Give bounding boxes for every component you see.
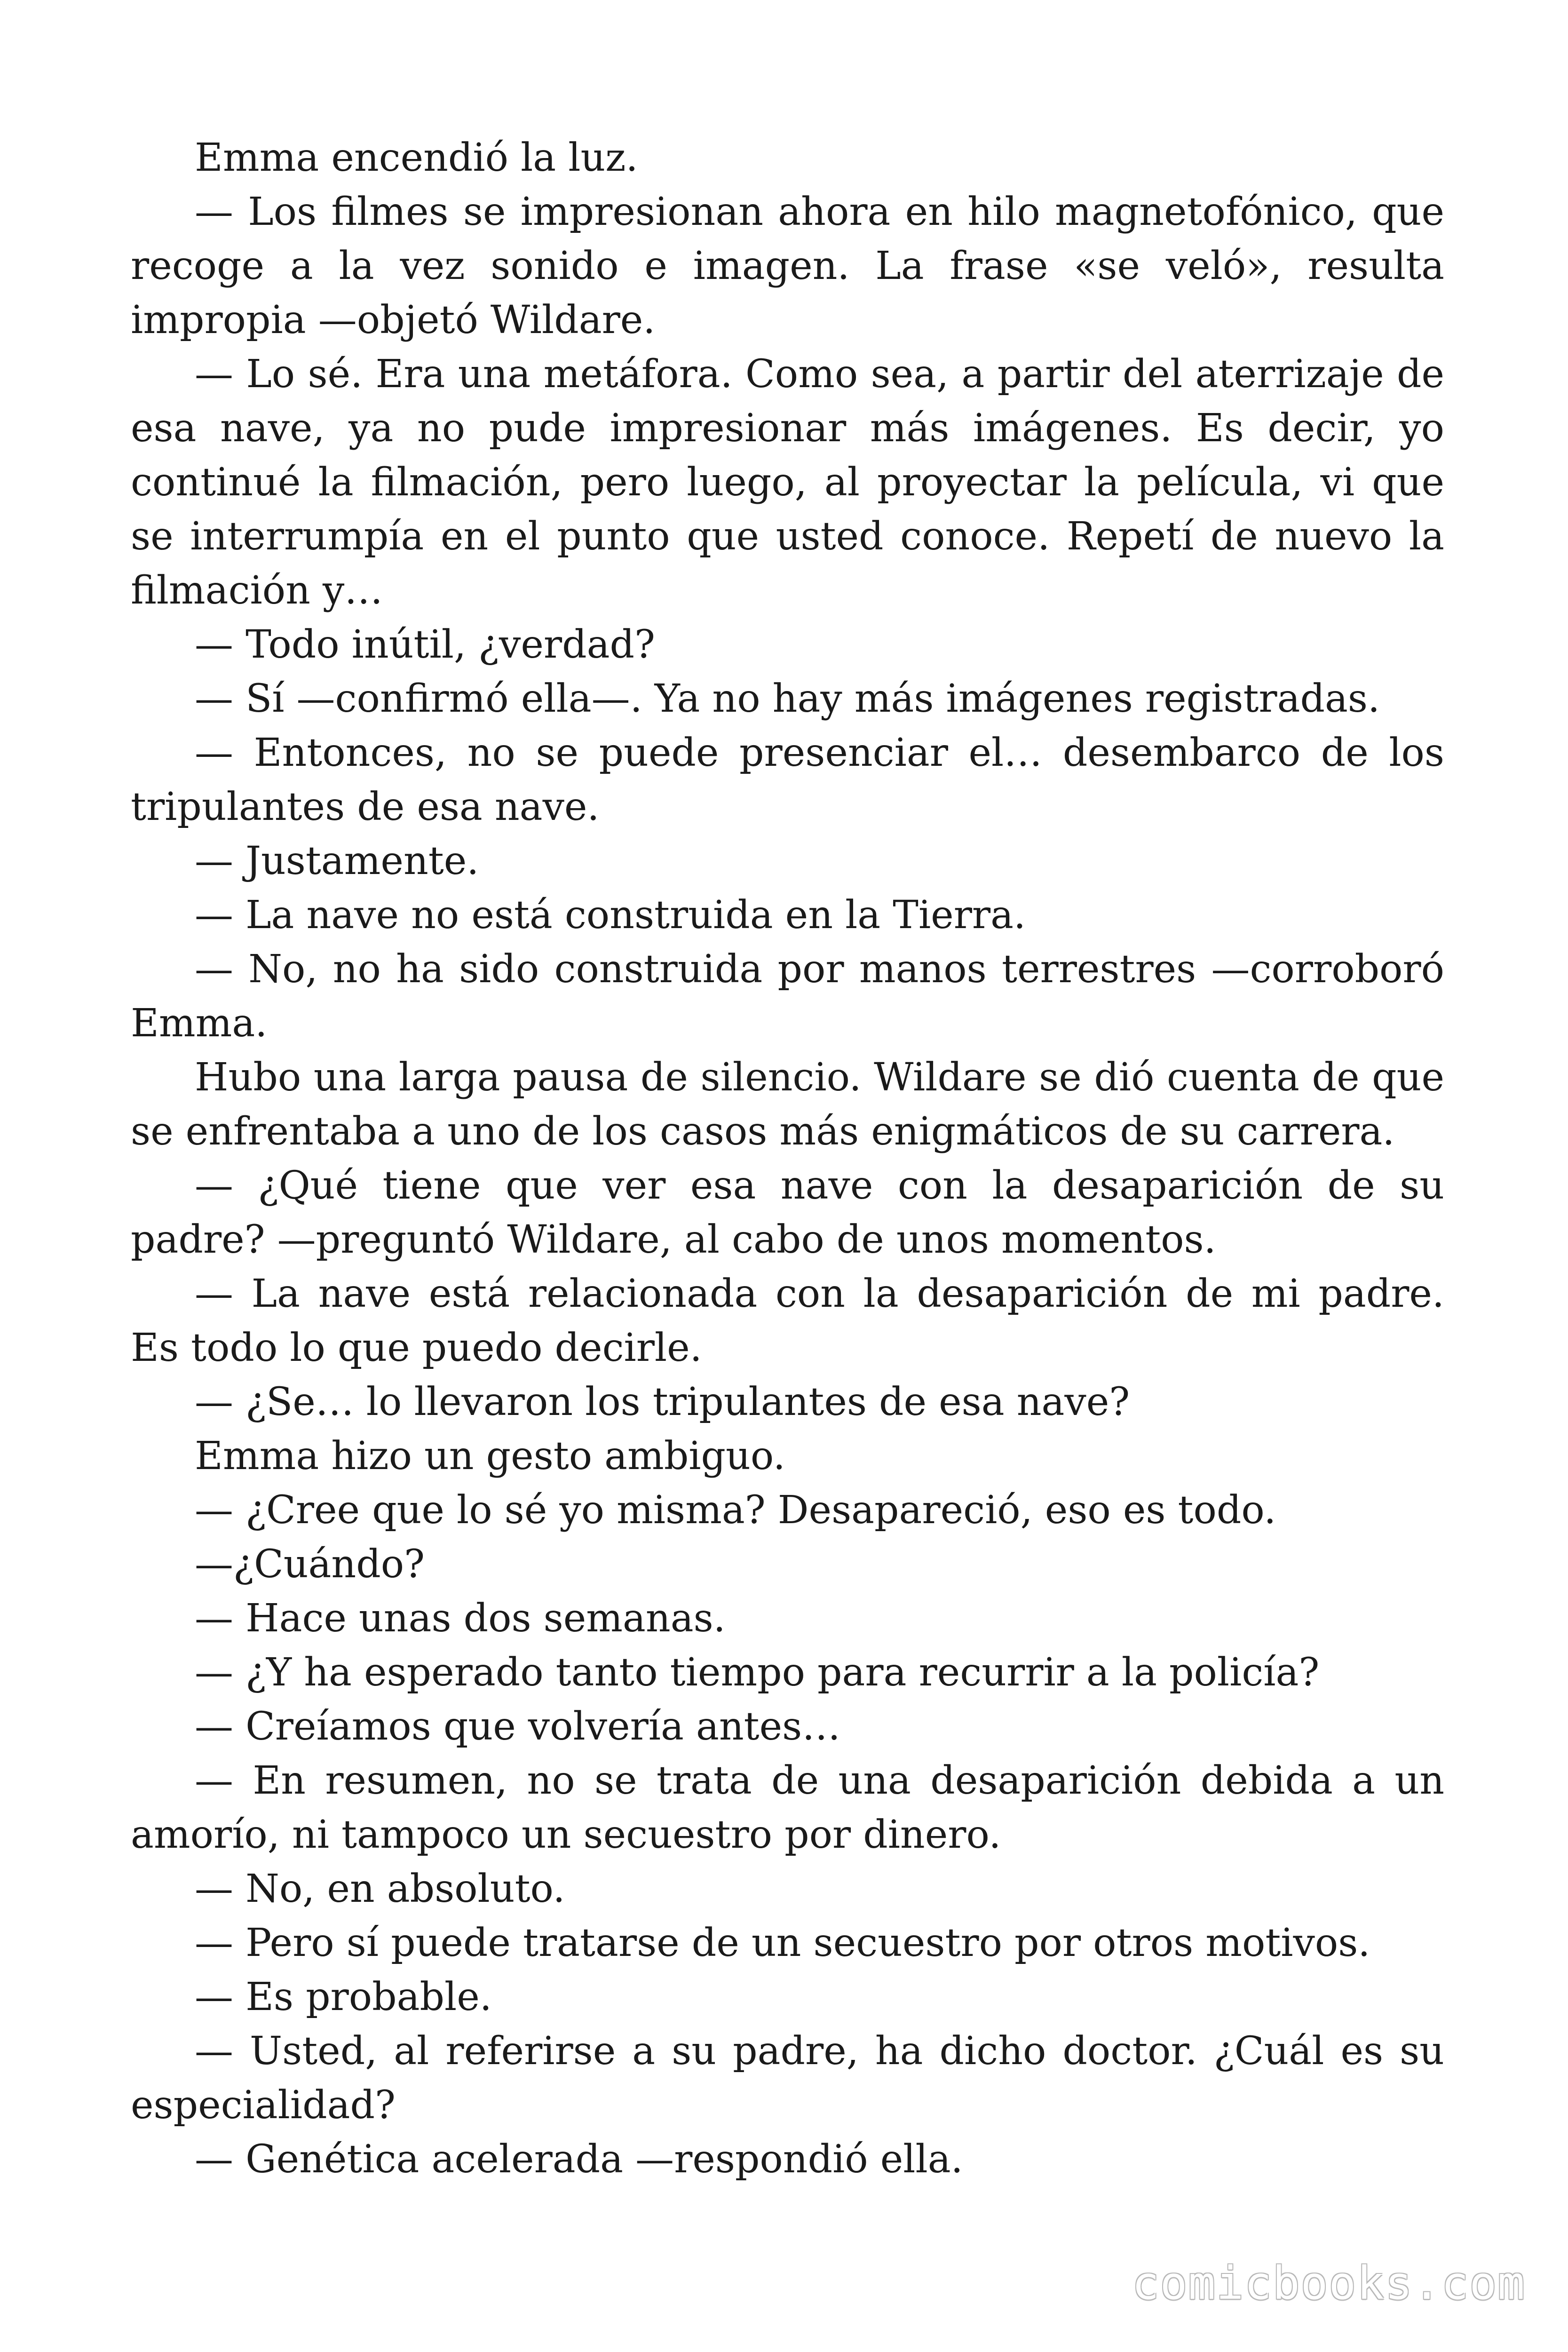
paragraph: Emma encendió la luz. [195, 135, 638, 180]
paragraph: — Creíamos que volvería antes… [195, 1704, 841, 1749]
paragraph: — Usted, al referirse a su padre, ha dicho doctor. ¿Cuál es su especialidad? [131, 2029, 1444, 2128]
book-page-text [131, 131, 1444, 2186]
paragraph: — Lo sé. Era una metáfora. Como sea, a partir del aterrizaje de esa nave, ya no pude impresionar más imágenes. Es decir, yo continué la filmación, pero luego, al proyectar la película, vi que se interrumpía en el punto que usted conoce. Repetí de nuevo la filmación y… [131, 352, 1444, 613]
paragraph: — En resumen, no se trata de una desaparición debida a un amorío, ni tampoco un secuestro por dinero. [131, 1758, 1444, 1857]
paragraph: — No, en absoluto. [195, 1867, 565, 1911]
paragraph: — No, no ha sido construida por manos terrestres —corroboró Emma. [131, 947, 1444, 1046]
paragraph: Emma hizo un gesto ambiguo. [195, 1434, 785, 1478]
paragraph: — ¿Qué tiene que ver esa nave con la desaparición de su padre? —preguntó Wildare, al cabo de unos momentos. [131, 1163, 1444, 1262]
paragraph: — Justamente. [195, 839, 479, 883]
paragraph: — Entonces, no se puede presenciar el… desembarco de los tripulantes de esa nave. [131, 731, 1444, 829]
paragraph: — ¿Se… lo llevaron los tripulantes de esa nave? [195, 1380, 1130, 1424]
paragraph: — Pero sí puede tratarse de un secuestro por otros motivos. [195, 1921, 1370, 1965]
paragraph: — Es probable. [195, 1975, 492, 2019]
watermark: comicbooks.com [1132, 2257, 1526, 2310]
paragraph: — Genética acelerada —respondió ella. [195, 2137, 963, 2182]
paragraph: — ¿Y ha esperado tanto tiempo para recurrir a la policía? [195, 1650, 1320, 1695]
paragraph: — La nave no está construida en la Tierra. [195, 893, 1026, 938]
paragraph: — ¿Cree que lo sé yo misma? Desapareció, eso es todo. [195, 1488, 1276, 1533]
paragraph: Hubo una larga pausa de silencio. Wildare se dió cuenta de que se enfrentaba a uno de los casos más enigmáticos de su carrera. [131, 1055, 1444, 1154]
paragraph: — Los filmes se impresionan ahora en hilo magnetofónico, que recoge a la vez sonido e imagen. La frase «se veló», resulta impropia —objetó Wildare. [131, 190, 1444, 342]
paragraph: — La nave está relacionada con la desaparición de mi padre. Es todo lo que puedo decirle. [131, 1271, 1444, 1370]
paragraph: — Hace unas dos semanas. [195, 1596, 726, 1641]
paragraph: — Sí —confirmó ella—. Ya no hay más imágenes registradas. [195, 676, 1380, 721]
paragraph: — Todo inútil, ¿verdad? [195, 622, 655, 667]
paragraph: —¿Cuándo? [195, 1542, 425, 1587]
